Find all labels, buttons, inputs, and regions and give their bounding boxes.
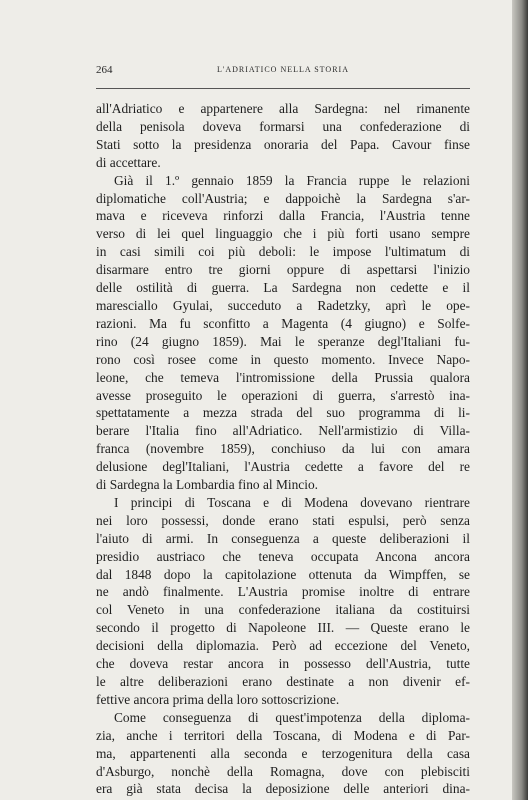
text-line: disarmare entro tre giorni oppure di aspettarsi l'inizio bbox=[96, 262, 470, 278]
paragraph bbox=[96, 100, 470, 172]
text-line: rino (24 giugno 1859). Mai le speranze degl'Italiani fu- bbox=[96, 333, 470, 349]
text-line: della penisola doveva formarsi una confederazione di bbox=[96, 118, 470, 134]
text-line: Già il 1.º gennaio 1859 la Francia ruppe le relazioni bbox=[114, 172, 470, 188]
text-line: avesse proseguito le operazioni di guerra, s'arrestò ina- bbox=[96, 387, 470, 403]
text-line: l'aiuto di armi. In conseguenza a queste deliberazioni il bbox=[96, 530, 470, 546]
text-line: ma, appartenenti alla seconda e terzogenitura della casa bbox=[96, 745, 470, 761]
text-line: franca (novembre 1859), conchiuso da lui con amara bbox=[96, 441, 470, 457]
page-edge-shadow bbox=[512, 0, 528, 800]
text-line: leone, che temeva l'intromissione della Prussia qualora bbox=[96, 369, 470, 385]
page-number: 264 bbox=[96, 64, 113, 76]
text-line: delle ostilità di guerra. La Sardegna non cedette e il bbox=[96, 280, 470, 296]
text-line: col Veneto in una confederazione italiana da costituirsi bbox=[96, 602, 470, 618]
text-line: presidio austriaco che teneva occupata Ancona ancora bbox=[96, 548, 470, 564]
text-line: I principi di Toscana e di Modena dovevano rientrare bbox=[114, 494, 470, 510]
running-title: L'ADRIATICO NELLA STORIA bbox=[217, 65, 349, 74]
text-line: diplomatiche coll'Austria; e dappoichè la Sardegna s'ar- bbox=[96, 190, 470, 206]
text-line: di Sardegna la Lombardia fino al Mincio. bbox=[96, 477, 318, 493]
paragraph bbox=[96, 494, 470, 709]
text-line: decisioni della diplomazia. Però ad eccezione del Veneto, bbox=[96, 638, 470, 654]
text-line: che doveva restar ancora in possesso dell'Austria, tutte bbox=[96, 656, 470, 672]
header-rule bbox=[96, 88, 470, 89]
text-line: spettatamente a mezza strada del suo programma di li- bbox=[96, 405, 470, 421]
text-line: berare l'Italia fino all'Adriatico. Nell'armistizio di Villa- bbox=[96, 423, 470, 439]
body-text bbox=[96, 100, 470, 798]
text-line: in casi simili coi più deboli: le impose l'ultimatum di bbox=[96, 244, 470, 260]
text-line: di accettare. bbox=[96, 154, 161, 170]
text-line: dal 1848 dopo la capitolazione ottenuta da Wimpffen, se bbox=[96, 566, 470, 582]
text-line: zia, anche i territori della Toscana, di Modena e di Par- bbox=[96, 727, 470, 743]
text-line: era già stata decisa la deposizione delle anteriori dina- bbox=[96, 781, 470, 797]
text-line: razioni. Ma fu sconfitto a Magenta (4 giugno) e Solfe- bbox=[96, 315, 470, 331]
text-line: ne andò finalmente. L'Austria promise inoltre di entrare bbox=[96, 584, 470, 600]
text-line: mava e riceveva rinforzi dalla Francia, l'Austria tenne bbox=[96, 208, 470, 224]
text-line: maresciallo Gyulai, succeduto a Radetzky, aprì le ope- bbox=[96, 297, 470, 313]
text-line: Come conseguenza di quest'impotenza della diploma- bbox=[114, 709, 470, 725]
text-line: nei loro possessi, donde erano stati espulsi, però senza bbox=[96, 512, 470, 528]
text-line: fettive ancora prima della loro sottoscrizione. bbox=[96, 691, 340, 707]
text-line: delusione degl'Italiani, l'Austria cedette a favore del re bbox=[96, 459, 470, 475]
text-line: verso di lei quel linguaggio che i più forti usano sempre bbox=[96, 226, 470, 242]
text-line: secondo il progetto di Napoleone III. — Queste erano le bbox=[96, 620, 470, 636]
paragraph bbox=[96, 172, 470, 494]
text-line: rono così rosee come in questo momento. Invece Napo- bbox=[96, 351, 470, 367]
text-line: Stati sotto la presidenza onoraria del Papa. Cavour finse bbox=[96, 136, 470, 152]
text-line: all'Adriatico e appartenere alla Sardegna: nel rimanente bbox=[96, 101, 470, 116]
text-line: le altre deliberazioni erano destinate a non divenir ef- bbox=[96, 674, 470, 689]
paragraph bbox=[96, 709, 470, 799]
running-head bbox=[96, 64, 470, 82]
text-line: d'Asburgo, nonchè della Romagna, dove con plebisciti bbox=[96, 763, 470, 779]
